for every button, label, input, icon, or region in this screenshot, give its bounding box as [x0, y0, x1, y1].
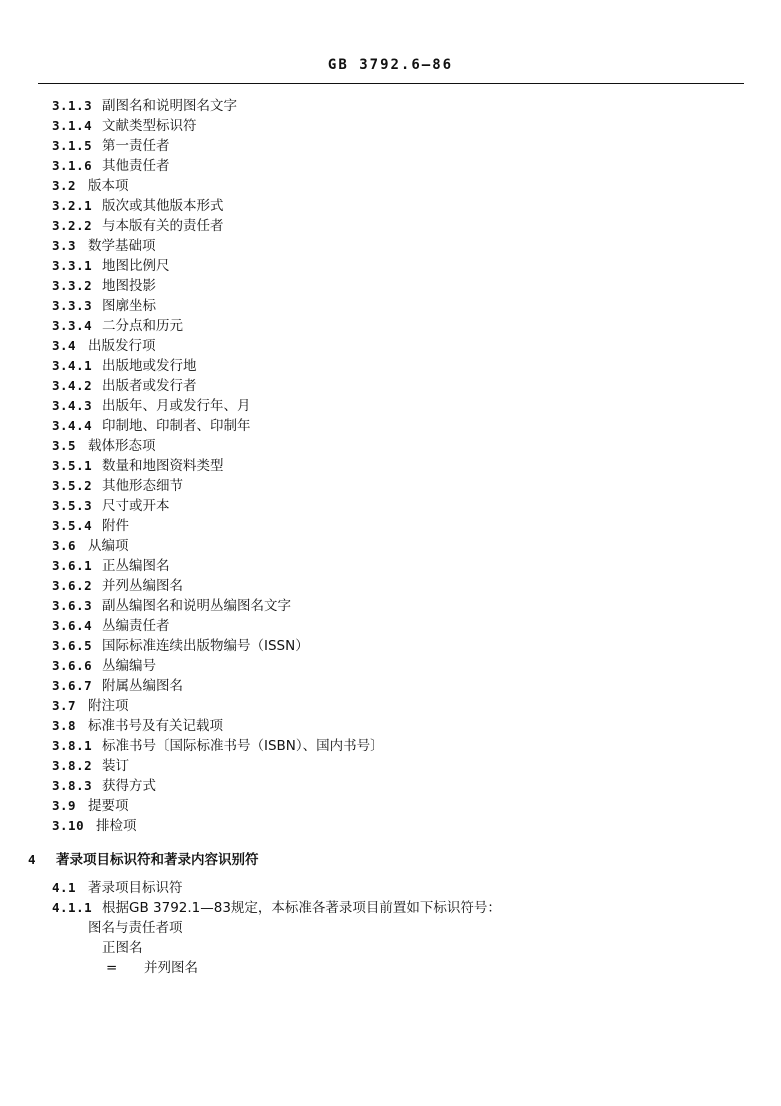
toc-entry-text: 标准书号及有关记载项: [88, 718, 223, 734]
item-line-title-responsibility: 图名与责任者项: [88, 920, 183, 936]
toc-entry-text: 版本项: [88, 178, 129, 194]
toc-entry-text: 副丛编图名和说明丛编图名文字: [102, 598, 291, 614]
toc-entry: [0, 556, 781, 576]
toc-entry-number: 3.7: [52, 698, 77, 713]
toc-entry: [0, 776, 781, 796]
section-4-1-title: 著录项目标识符: [88, 880, 183, 896]
toc-entry: [0, 596, 781, 616]
section-4-title: 著录项目标识符和著录内容识别符: [56, 852, 259, 868]
toc-entry-number: 3.2: [52, 178, 77, 193]
toc-entry-number: 3.5: [52, 438, 77, 453]
page-header-standard-number: GB 3792.6—86: [327, 57, 454, 73]
toc-entry-text: 其他责任者: [102, 158, 170, 174]
toc-entry-number: 3.1.6: [52, 158, 93, 173]
section-4-1: [0, 878, 781, 898]
item-line-parallel-title: 并列图名: [144, 960, 198, 976]
toc-entry-number: 3.4.3: [52, 398, 93, 413]
toc-entry: [0, 796, 781, 816]
section-4-1-1-text: 根据GB 3792.1—83规定，本标准各著录项目前置如下标识符号：: [102, 900, 501, 916]
toc-entry: [0, 276, 781, 296]
toc-entry-text: 其他形态细节: [102, 478, 183, 494]
toc-entry: [0, 396, 781, 416]
toc-entry-text: 国际标准连续出版物编号（ISSN）: [102, 638, 309, 654]
header-rule: [38, 83, 744, 84]
toc-entry: [0, 196, 781, 216]
toc-entry: [0, 696, 781, 716]
toc-entry-number: 3.4: [52, 338, 77, 353]
toc-entry-number: 3.3.4: [52, 318, 93, 333]
toc-entry: [0, 356, 781, 376]
toc-entry-text: 附件: [102, 518, 129, 534]
section-4-heading: [28, 848, 259, 868]
toc-entry-text: 排检项: [96, 818, 137, 834]
toc-entry-number: 3.8.1: [52, 738, 93, 753]
toc-entry: [0, 176, 781, 196]
toc-entry-number: 3.6.1: [52, 558, 93, 573]
toc-entry-text: 标准书号〔国际标准书号（ISBN）、国内书号〕: [102, 738, 384, 754]
toc-entry-text: 从编项: [88, 538, 129, 554]
toc-entry-number: 3.2.2: [52, 218, 93, 233]
toc-entry: [0, 476, 781, 496]
toc-entry-number: 3.6.7: [52, 678, 93, 693]
toc-entry-text: 数学基础项: [88, 238, 156, 254]
toc-entry-text: 与本版有关的责任者: [102, 218, 224, 234]
toc-entry-number: 3.3.2: [52, 278, 93, 293]
toc-entry-number: 3.4.1: [52, 358, 93, 373]
toc-entry-text: 图廓坐标: [102, 298, 156, 314]
toc-entry: [0, 736, 781, 756]
toc-entry-text: 文献类型标识符: [102, 118, 197, 134]
section-4-number: 4: [28, 852, 37, 867]
toc-entry-text: 出版者或发行者: [102, 378, 197, 394]
toc-entry-number: 3.6.5: [52, 638, 93, 653]
toc-entry-number: 3.6.4: [52, 618, 93, 633]
toc-entry: [0, 236, 781, 256]
toc-entry: [0, 516, 781, 536]
toc-entry: [0, 256, 781, 276]
toc-entry-text: 印制地、印制者、印制年: [102, 418, 251, 434]
toc-entry: [0, 376, 781, 396]
toc-entry-text: 第一责任者: [102, 138, 170, 154]
toc-entry-number: 3.5.1: [52, 458, 93, 473]
toc-entry-text: 提要项: [88, 798, 129, 814]
toc-entry-number: 3.8: [52, 718, 77, 733]
toc-entry-text: 载体形态项: [88, 438, 156, 454]
toc-entry-number: 3.1.3: [52, 98, 93, 113]
toc-entry-text: 丛编编号: [102, 658, 156, 674]
toc-entry-number: 3.1.4: [52, 118, 93, 133]
toc-entry: [0, 716, 781, 736]
toc-entry-number: 3.6.3: [52, 598, 93, 613]
toc-entry-number: 3.6: [52, 538, 77, 553]
toc-entry-number: 3.10: [52, 818, 85, 833]
toc-entry: [0, 436, 781, 456]
toc-entry: [0, 576, 781, 596]
toc-entry-number: 3.8.3: [52, 778, 93, 793]
toc-entry: [0, 636, 781, 656]
toc-entry: [0, 136, 781, 156]
toc-entry-text: 装订: [102, 758, 129, 774]
toc-entry: [0, 116, 781, 136]
toc-entry-text: 获得方式: [102, 778, 156, 794]
toc-entry-number: 3.8.2: [52, 758, 93, 773]
toc-entry-text: 尺寸或开本: [102, 498, 170, 514]
toc-entry-number: 3.1.5: [52, 138, 93, 153]
toc-entry-text: 版次或其他版本形式: [102, 198, 224, 214]
toc-entry: [0, 416, 781, 436]
toc-entry: [0, 156, 781, 176]
toc-entry-number: 3.3.3: [52, 298, 93, 313]
toc-entry-text: 副图名和说明图名文字: [102, 98, 237, 114]
toc-entry-text: 地图投影: [102, 278, 156, 294]
section-4-1-1: [0, 898, 781, 918]
toc-entry-text: 地图比例尺: [102, 258, 170, 274]
toc-entry: [0, 296, 781, 316]
toc-entry-number: 3.5.3: [52, 498, 93, 513]
equals-symbol: =: [106, 960, 118, 976]
toc-entry-number: 3.6.2: [52, 578, 93, 593]
toc-entry-number: 3.4.4: [52, 418, 93, 433]
toc-entry-text: 正丛编图名: [102, 558, 170, 574]
toc-entry-number: 3.5.4: [52, 518, 93, 533]
toc-entry: [0, 216, 781, 236]
toc-entry-text: 数量和地图资料类型: [102, 458, 224, 474]
toc-entry: [0, 536, 781, 556]
toc-entry: [0, 656, 781, 676]
section-4-1-number: 4.1: [52, 880, 77, 895]
toc-entry: [0, 816, 781, 836]
toc-entry-text: 附属丛编图名: [102, 678, 183, 694]
item-line-main-title: 正图名: [102, 940, 143, 956]
toc-entry-text: 附注项: [88, 698, 129, 714]
toc-entry-number: 3.4.2: [52, 378, 93, 393]
toc-entry-number: 3.2.1: [52, 198, 93, 213]
toc-entry-number: 3.3.1: [52, 258, 93, 273]
section-4-1-1-number: 4.1.1: [52, 900, 93, 915]
toc-entry: [0, 496, 781, 516]
toc-entry: [0, 616, 781, 636]
toc-entry-text: 二分点和历元: [102, 318, 183, 334]
toc-entry-text: 出版地或发行地: [102, 358, 197, 374]
toc-entry-text: 出版发行项: [88, 338, 156, 354]
toc-entry: [0, 316, 781, 336]
toc-entry-number: 3.9: [52, 798, 77, 813]
toc-entry: [0, 756, 781, 776]
toc-entry-text: 出版年、月或发行年、月: [102, 398, 251, 414]
toc-entry-text: 丛编责任者: [102, 618, 170, 634]
toc-entry: [0, 676, 781, 696]
toc-entry-text: 并列丛编图名: [102, 578, 183, 594]
toc-entry: [0, 336, 781, 356]
toc-entry: [0, 456, 781, 476]
toc-entry: [0, 96, 781, 116]
toc-entry-number: 3.5.2: [52, 478, 93, 493]
toc-entry-number: 3.3: [52, 238, 77, 253]
toc-entry-number: 3.6.6: [52, 658, 93, 673]
